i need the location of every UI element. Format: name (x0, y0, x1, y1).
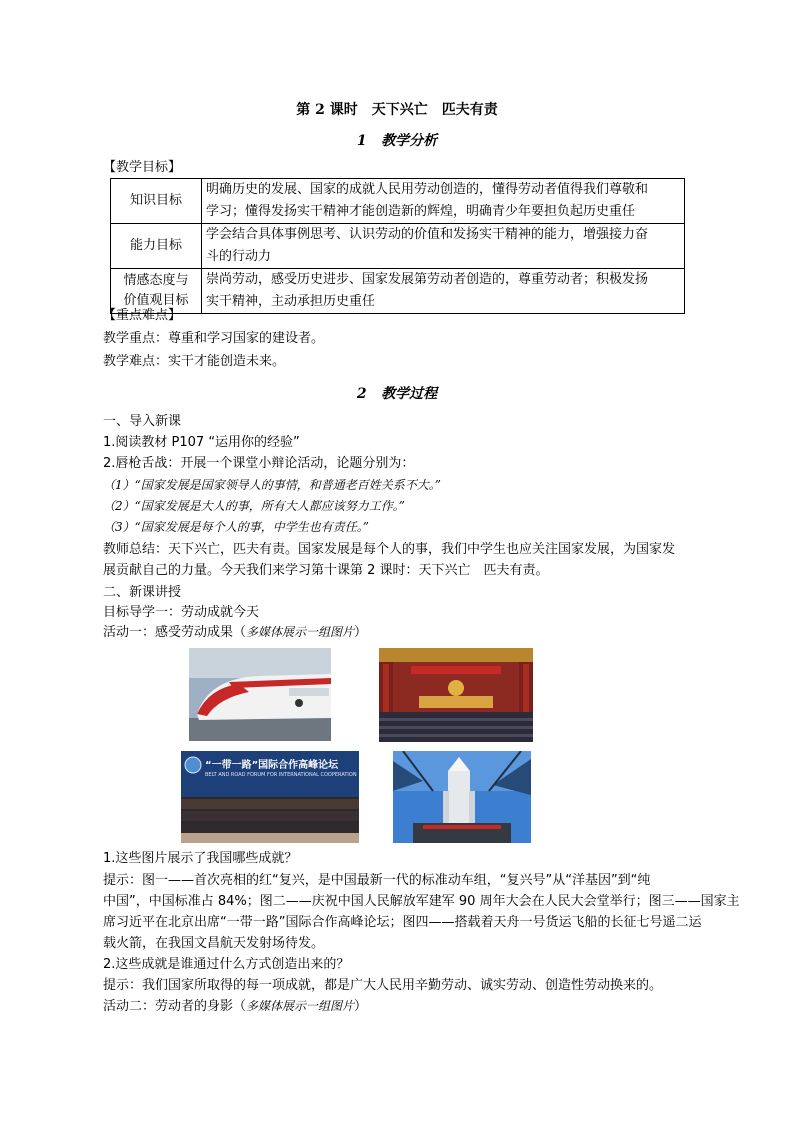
debate-topic: （1）“国家发展是国家领导人的事情，和普通老百姓关系不大。” (103, 478, 441, 492)
hint1-line: 载火箭，在我国文昌航天发射场待发。 (103, 936, 325, 951)
section-label: 教学分析 (381, 133, 438, 149)
goals-header: 【教学目标】 (103, 160, 182, 175)
key-point: 教学重点：尊重和学习国家的建设者。 (103, 331, 325, 346)
goal-content (202, 224, 685, 269)
debate-topic: （3）“国家发展是每个人的事，中学生也有责任。” (103, 520, 369, 534)
goal-label-line: 价值观目标 (123, 293, 189, 308)
goal-line: 斗的行动力 (206, 249, 272, 264)
page-title: 第 2 课时 天下兴亡 匹夫有责 (296, 102, 498, 118)
question-1: 1.这些图片展示了我国哪些成就？ (103, 851, 298, 866)
activity-suffix: ） (354, 999, 368, 1014)
table-row (111, 224, 685, 269)
hint1-line: 席习近平在北京出席“一带一路”国际合作高峰论坛；图四——搭载着天舟一号货运飞船的长征七号遥二运 (103, 915, 702, 930)
hint1-line: 中国”，中国标准占 84%；图二——庆祝中国人民解放军建军 90 周年大会在人民大会堂举行；图三——国家主 (103, 894, 740, 909)
goal-content (202, 269, 685, 314)
part2-heading: 二、新课讲授 (103, 585, 182, 600)
goals-table (110, 178, 685, 314)
forum-banner-en: BELT AND ROAD FORUM FOR INTERNATIONAL COOPERATION (205, 772, 357, 778)
table-row (111, 179, 685, 224)
photo-rocket-launch (393, 751, 531, 843)
question-2: 2.这些成就是谁通过什么方式创造出来的？ (103, 957, 350, 972)
section-number: 1 (356, 133, 367, 149)
target-heading: 目标导学一：劳动成就今天 (103, 605, 260, 620)
key-header: 【重点难点】 (103, 308, 182, 323)
hint1-line: 提示：图一——首次亮相的红“复兴，是中国最新一代的标准动车组，“复兴号”从“洋基因”到“纯 (103, 873, 651, 888)
photo-belt-road-forum (181, 751, 359, 843)
debate-topic: （2）“国家发展是大人的事，所有大人都应该努力工作。” (103, 499, 405, 513)
forum-banner-cn: “一带一路”国际合作高峰论坛 (205, 760, 339, 771)
section-heading-process (0, 383, 794, 403)
activity-heading (103, 997, 367, 1016)
photo-bullet-train (189, 648, 331, 741)
section-heading-analysis (0, 130, 794, 150)
difficult-point: 教学难点：实干才能创造未来。 (103, 354, 286, 369)
photo-great-hall (379, 648, 533, 742)
goal-label: 能力目标 (111, 224, 202, 269)
hint2: 提示：我们国家所取得的每一项成就，都是广大人民用辛勤劳动、诚实劳动、创造性劳动换来的。 (103, 978, 663, 993)
section-number: 2 (356, 386, 367, 402)
teacher-summary-line: 教师总结：天下兴亡，匹夫有责。国家发展是每个人的事，我们中学生也应关注国家发展，为国家发 (103, 542, 676, 557)
bullet-train-illustration (189, 648, 331, 741)
activity-note: 多媒体展示一组图片 (246, 625, 355, 639)
activity-prefix: 活动一：感受劳动成果（ (103, 625, 247, 640)
activity-heading (103, 623, 367, 642)
table-row (111, 269, 685, 314)
intro-item: 1.阅读教材 P107 “运用你的经验” (103, 435, 300, 450)
intro-item: 2.唇枪舌战：开展一个课堂小辩论活动，论题分别为： (103, 456, 415, 471)
goal-line: 明确历史的发展、国家的成就人民用劳动创造的，懂得劳动者值得我们尊敬和 (206, 182, 649, 197)
goal-label: 知识目标 (111, 179, 202, 224)
goal-line: 学会结合具体事例思考、认识劳动的价值和发扬实干精神的能力，增强接力奋 (206, 227, 649, 242)
teacher-summary-line: 展贡献自己的力量。今天我们来学习第十课第 2 课时：天下兴亡 匹夫有责。 (103, 563, 549, 578)
goal-line: 实干精神，主动承担历史重任 (206, 294, 376, 309)
goal-line: 学习；懂得发扬实干精神才能创造新的辉煌，明确青少年要担负起历史重任 (206, 204, 636, 219)
section-label: 教学过程 (381, 386, 438, 402)
rocket-illustration (393, 751, 531, 843)
part1-heading: 一、导入新课 (103, 414, 182, 429)
goal-content (202, 179, 685, 224)
activity-suffix: ） (354, 625, 368, 640)
activity-prefix: 活动二：劳动者的身影（ (103, 999, 247, 1014)
great-hall-illustration (379, 648, 533, 742)
goal-line: 崇尚劳动，感受历史进步、国家发展第劳动者创造的，尊重劳动者；积极发扬 (206, 272, 649, 287)
activity-note: 多媒体展示一组图片 (246, 999, 355, 1013)
goal-label-line: 情感态度与 (123, 273, 189, 288)
